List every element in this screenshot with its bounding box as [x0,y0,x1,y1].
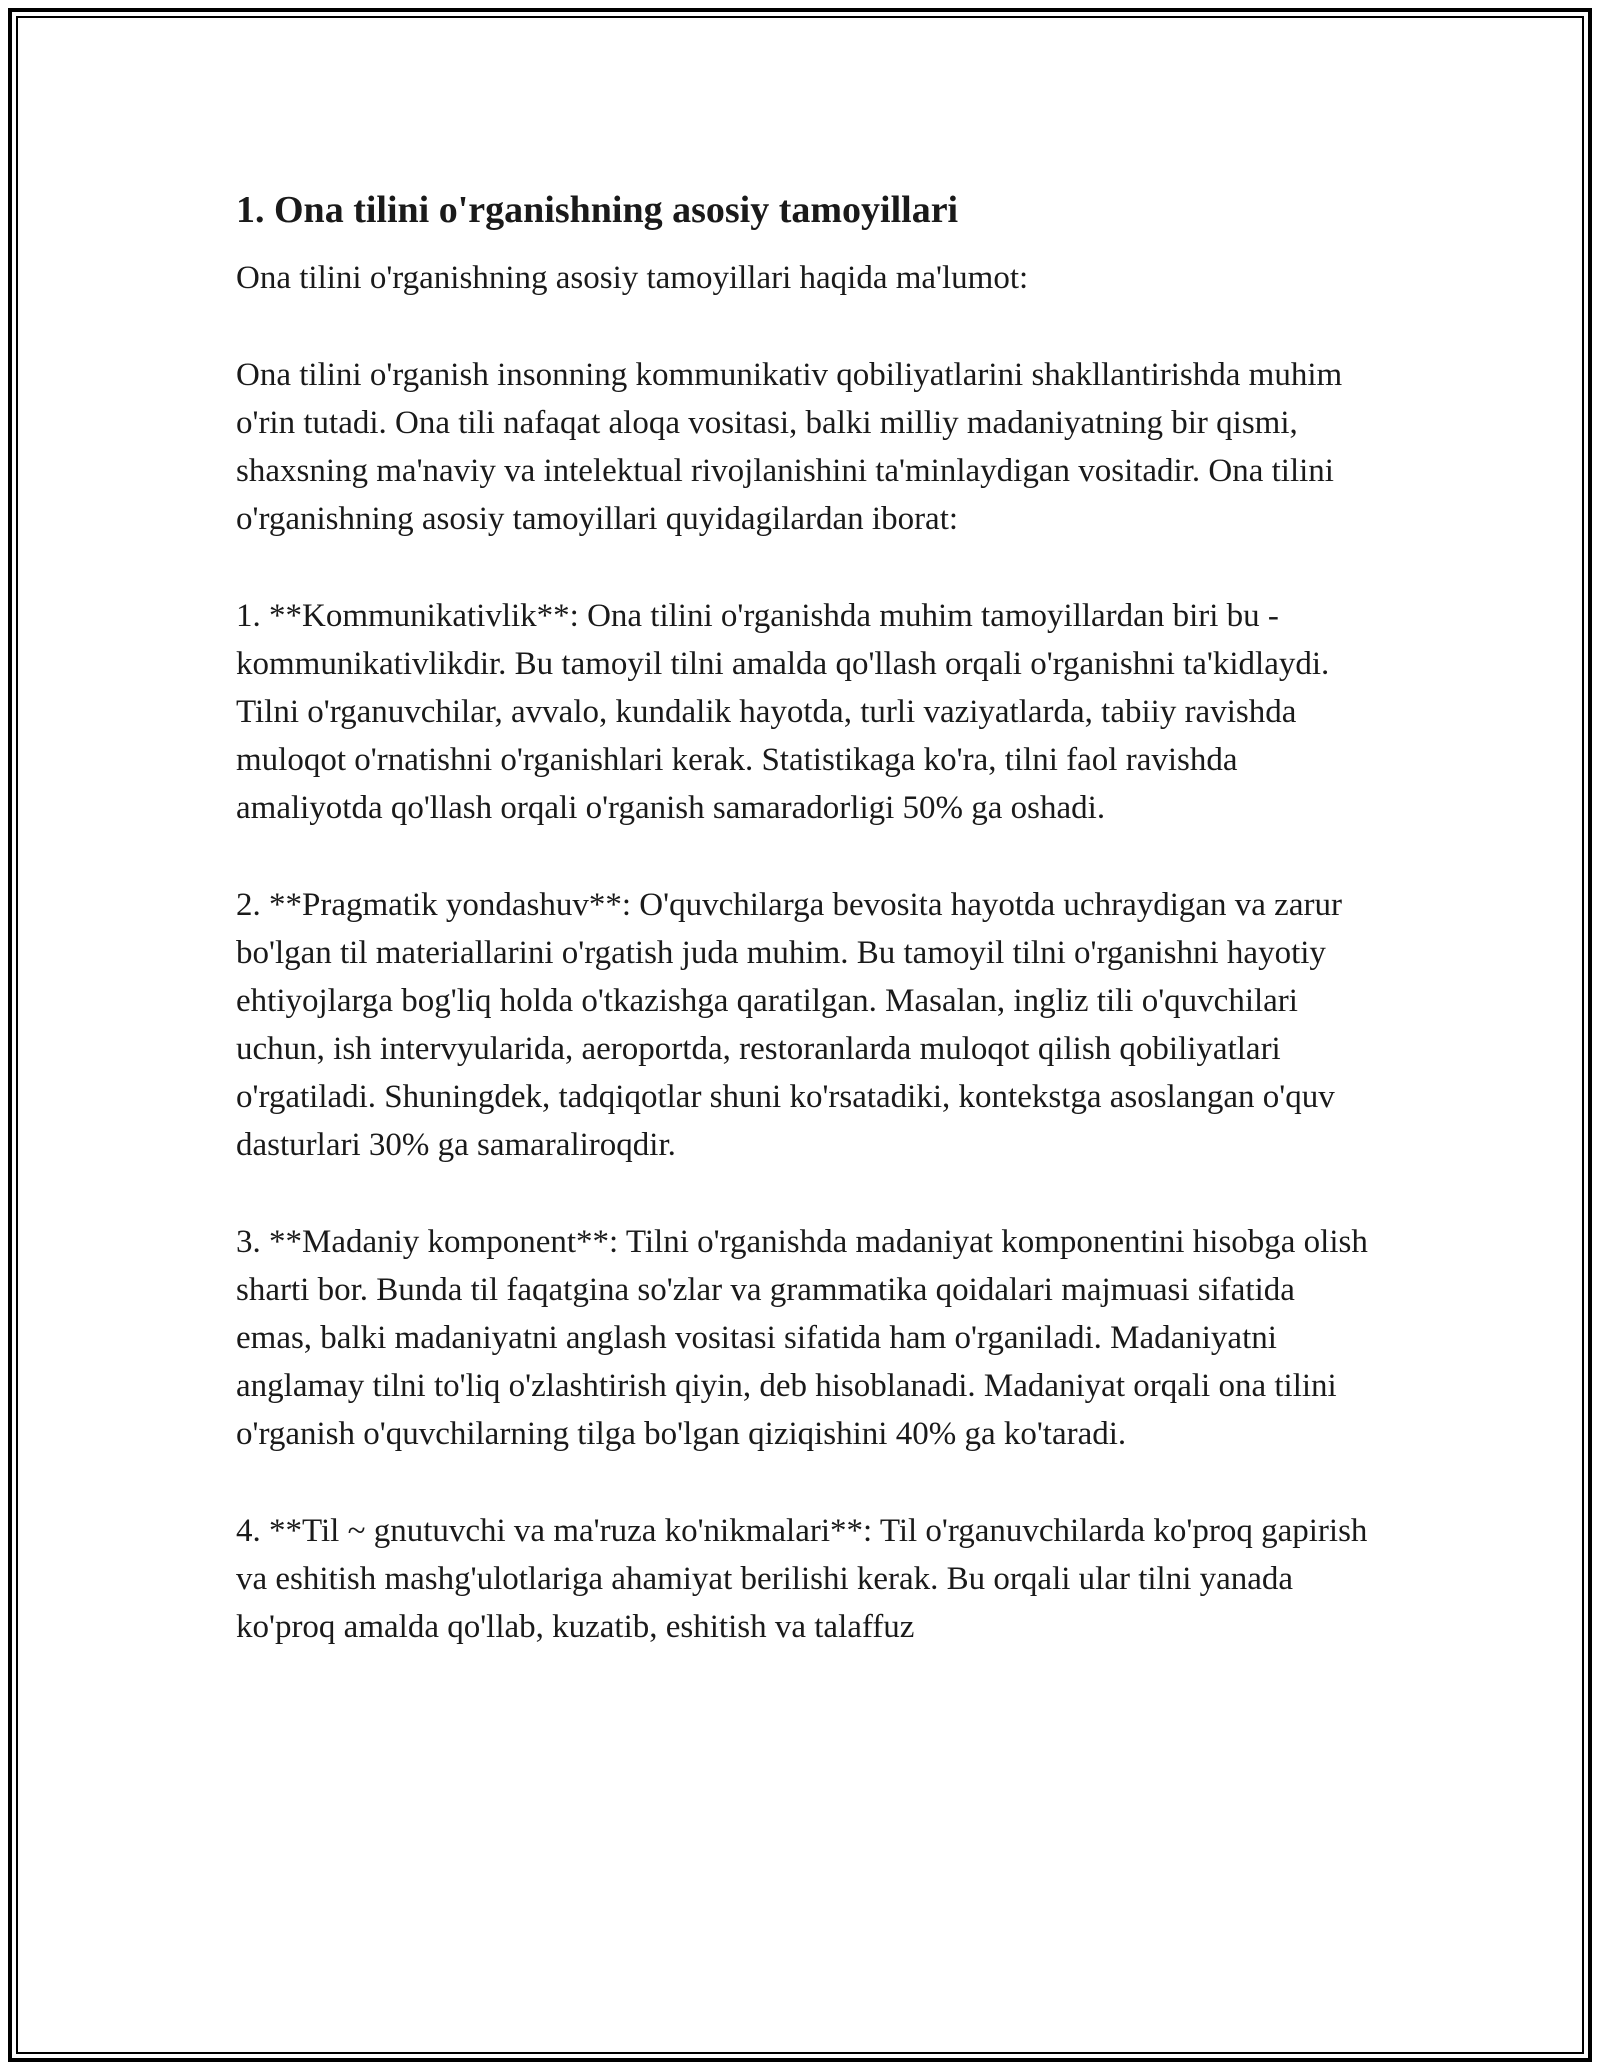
paragraph-kommunikativlik: 1. **Kommunikativlik**: Ona tilini o'rganishda muhim tamoyillardan biri bu - kommunikativlikdir. Bu tamoyil tilni amalda qo'llash orqali o'rganishni ta'kidlaydi. Tilni o'rganuvchilar, avvalo, kundalik hayotda, turli vaziyatlarda, tabiiy ravishda muloqot o'rnatishni o'rganishlari kerak. Statistikaga ko'ra, tilni faol ravishda amaliyotda qo'llash orqali o'rganish samaradorligi 50% ga oshadi. [236,598,1330,826]
paragraph-til-konikmalari: 4. **Til ~ gnutuvchi va ma'ruza ko'nikmalari**: Til o'rganuvchilarda ko'proq gapirish va eshitish mashg'ulotlariga ahamiyat berilishi kerak. Bu orqali ular tilni yanada ko'proq amalda qo'llab, kuzatib, eshitish va talaffuz [236,1513,1368,1645]
paragraph-overview: Ona tilini o'rganish insonning kommunikativ qobiliyatlarini shakllantirishda muhim o'rin tutadi. Ona tili nafaqat aloqa vositasi, balki milliy madaniyatning bir qismi, shaxsning ma'naviy va intelektual rivojlanishini ta'minlaydigan vositadir. Ona tilini o'rganishning asosiy tamoyillari quyidagilardan iborat: [236,357,1343,537]
document-title: 1. Ona tilini o'rganishning asosiy tamoyillari [236,189,959,231]
document-body [236,186,1376,1700]
paragraph-madaniy-komponent: 3. **Madaniy komponent**: Tilni o'rganishda madaniyat komponentini hisobga olish sharti bor. Bunda til faqatgina so'zlar va grammatika qoidalari majmuasi sifatida emas, balki madaniyatni anglash vositasi sifatida ham o'rganiladi. Madaniyatni anglamay tilni to'liq o'zlashtirish qiyin, deb hisoblanadi. Madaniyat orqali ona tilini o'rganish o'quvchilarning tilga bo'lgan qiziqishini 40% ga ko'taradi. [236,1224,1368,1452]
intro-paragraph: Ona tilini o'rganishning asosiy tamoyillari haqida ma'lumot: [236,260,1029,296]
paragraph-pragmatik-yondashuv: 2. **Pragmatik yondashuv**: O'quvchilarga bevosita hayotda uchraydigan va zarur bo'lgan til materiallarini o'rgatish juda muhim. Bu tamoyil tilni o'rganishni hayotiy ehtiyojlarga bog'liq holda o'tkazishga qaratilgan. Masalan, ingliz tili o'quvchilari uchun, ish intervyularida, aeroportda, restoranlarda muloqot qilish qobiliyatlari o'rgatiladi. Shuningdek, tadqiqotlar shuni ko'rsatadiki, kontekstga asoslangan o'quv dasturlari 30% ga samaraliroqdir. [236,887,1342,1163]
